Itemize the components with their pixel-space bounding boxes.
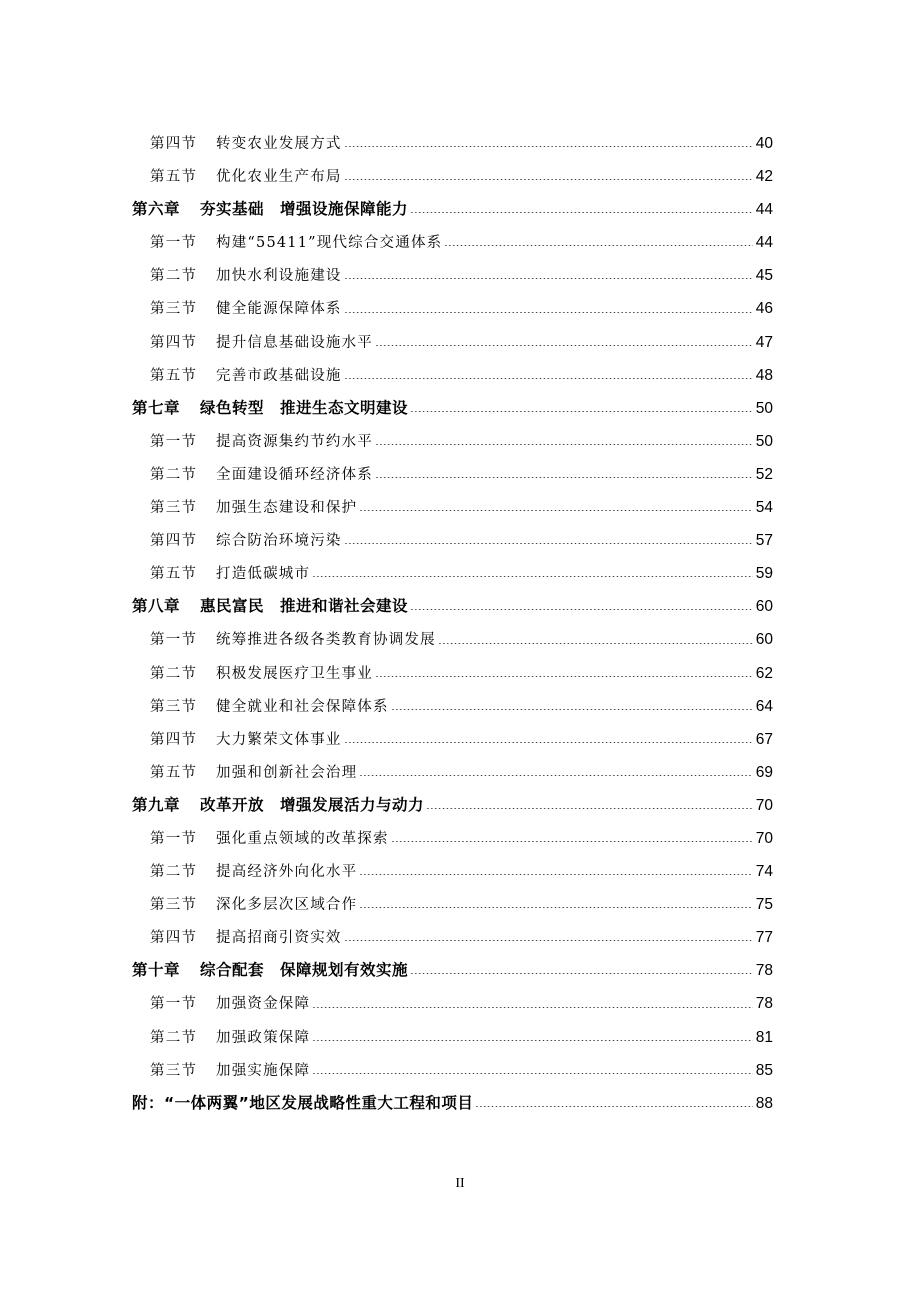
toc-section-entry[interactable]	[132, 921, 773, 954]
toc-entry-number: 第十章	[132, 961, 181, 980]
toc-entry-number: 第一节	[150, 235, 198, 252]
toc-entry-title: 加快水利设施建设	[216, 268, 342, 285]
toc-chapter-entry[interactable]	[132, 590, 773, 623]
toc-entry-page-number: 50	[755, 399, 773, 417]
toc-entry-number: 第二节	[150, 864, 198, 881]
dot-leader	[375, 676, 753, 677]
toc-entry-title: 转变农业发展方式	[216, 136, 342, 152]
dot-leader	[410, 609, 753, 610]
toc-chapter-title-part-a: 绿色转型	[200, 398, 265, 417]
toc-section-entry[interactable]	[132, 657, 773, 690]
toc-entry-number: 第五节	[150, 169, 198, 186]
toc-entry-page-number: 81	[755, 1028, 773, 1046]
toc-entry-number: 第一节	[150, 996, 198, 1013]
toc-section-entry[interactable]	[132, 458, 773, 491]
toc-section-entry[interactable]	[132, 160, 773, 193]
toc-section-entry[interactable]	[132, 557, 773, 590]
dot-leader	[312, 1040, 753, 1041]
dot-leader	[359, 510, 753, 511]
toc-entry-title: 全面建设循环经济体系	[216, 466, 373, 483]
toc-entry-page-number: 48	[755, 366, 773, 384]
toc-entry-page-number: 44	[755, 201, 773, 219]
toc-entry-title: 优化农业生产布局	[216, 169, 342, 186]
toc-chapter-entry[interactable]	[132, 193, 773, 226]
dot-leader	[344, 543, 753, 544]
toc-entry-page-number: 85	[755, 1061, 773, 1079]
toc-entry-number: 第二节	[150, 1029, 198, 1046]
toc-section-entry[interactable]	[132, 690, 773, 723]
toc-section-entry[interactable]	[132, 326, 773, 359]
toc-chapter-entry[interactable]	[132, 789, 773, 822]
toc-entry-number: 第三节	[150, 897, 198, 914]
toc-chapter-title-part-b: 增强设施保障能力	[280, 200, 409, 219]
toc-section-entry[interactable]	[132, 1021, 773, 1054]
toc-entry-page-number: 50	[755, 432, 773, 450]
toc-section-entry[interactable]	[132, 888, 773, 921]
toc-section-entry[interactable]	[132, 1054, 773, 1087]
dot-leader	[312, 1007, 753, 1008]
toc-section-entry[interactable]	[132, 359, 773, 392]
dot-leader	[375, 444, 753, 445]
toc-entry-title: 完善市政基础设施	[216, 367, 342, 384]
toc-section-entry[interactable]	[132, 855, 773, 888]
dot-leader	[444, 245, 753, 246]
dot-leader	[391, 841, 753, 842]
toc-appendix-entry[interactable]	[132, 1087, 773, 1120]
toc-entry-title: 综合防治环境污染	[216, 533, 342, 550]
toc-entry-title: 加强政策保障	[216, 1029, 311, 1046]
toc-entry-page-number: 59	[755, 565, 773, 583]
toc-section-entry[interactable]	[132, 127, 773, 160]
dot-leader	[344, 378, 753, 379]
dot-leader	[410, 212, 753, 213]
toc-entry-number: 第四节	[150, 930, 198, 947]
toc-entry-number: 第一节	[150, 830, 198, 847]
toc-entry-number: 第一节	[150, 632, 198, 649]
toc-chapter-title-part-b: 保障规划有效实施	[280, 961, 409, 980]
toc-chapter-title-part-a: 综合配套	[200, 961, 265, 980]
toc-section-entry[interactable]	[132, 292, 773, 325]
toc-entry-page-number: 57	[755, 532, 773, 550]
toc-entry-number: 第四节	[150, 533, 198, 550]
toc-entry-page-number: 44	[755, 234, 773, 252]
toc-chapter-title-part-a: 惠民富民	[200, 597, 265, 616]
toc-entry-page-number: 45	[755, 267, 773, 285]
toc-entry-number: 第九章	[132, 795, 181, 814]
toc-entry-page-number: 78	[755, 962, 773, 980]
toc-entry-number: 第五节	[150, 367, 198, 384]
page-number-footer: II	[455, 1176, 465, 1191]
dot-leader	[344, 146, 753, 147]
toc-entry-title: 统筹推进各级各类教育协调发展	[216, 632, 436, 649]
dot-leader	[438, 643, 753, 644]
toc-entry-number: 第二节	[150, 268, 198, 285]
toc-entry-title: 附：“一体两翼”地区发展战略性重大工程和项目	[132, 1093, 474, 1112]
toc-entry-number: 第七章	[132, 398, 181, 417]
toc-entry-title: 强化重点领域的改革探索	[216, 830, 389, 847]
dot-leader	[375, 477, 753, 478]
toc-entry-number: 第三节	[150, 500, 198, 517]
toc-entry-page-number: 78	[755, 995, 773, 1013]
dot-leader	[391, 709, 753, 710]
toc-entry-title: 提高招商引资实效	[216, 930, 342, 947]
toc-entry-page-number: 52	[755, 465, 773, 483]
toc-entry-page-number: 46	[755, 300, 773, 318]
toc-entry-number: 第一节	[150, 433, 198, 450]
toc-entry-title: 积极发展医疗卫生事业	[216, 665, 373, 682]
toc-chapter-title-part-a: 改革开放	[200, 795, 265, 814]
toc-chapter-title-part-b: 增强发展活力与动力	[280, 795, 425, 814]
toc-entry-number: 第五节	[150, 764, 198, 781]
dot-leader	[359, 874, 753, 875]
toc-entry-title: 深化多层次区域合作	[216, 897, 358, 914]
dot-leader	[426, 808, 753, 809]
toc-section-entry[interactable]	[132, 491, 773, 524]
toc-entry-number: 第三节	[150, 301, 198, 318]
toc-entry-page-number: 77	[755, 929, 773, 947]
toc-entry-title: 加强资金保障	[216, 996, 311, 1013]
toc-entry-page-number: 88	[755, 1094, 773, 1112]
dot-leader	[312, 1073, 753, 1074]
toc-entry-number: 第二节	[150, 665, 198, 682]
dot-leader	[344, 742, 753, 743]
toc-section-entry[interactable]	[132, 756, 773, 789]
toc-entry-page-number: 75	[755, 896, 773, 914]
toc-section-entry[interactable]	[132, 723, 773, 756]
toc-entry-page-number: 62	[755, 664, 773, 682]
toc-entry-number: 第四节	[150, 136, 198, 152]
toc-section-entry[interactable]	[132, 425, 773, 458]
dot-leader	[359, 775, 753, 776]
toc-entry-number: 第四节	[150, 334, 198, 351]
toc-entry-title: 健全就业和社会保障体系	[216, 698, 389, 715]
toc-entry-title: 提高经济外向化水平	[216, 864, 358, 881]
toc-entry-title: 加强和创新社会治理	[216, 764, 358, 781]
toc-entry-title: 构建“55411”现代综合交通体系	[216, 235, 443, 252]
toc-entry-page-number: 64	[755, 697, 773, 715]
toc-entry-title: 加强实施保障	[216, 1062, 311, 1079]
dot-leader	[410, 411, 753, 412]
toc-section-entry[interactable]	[132, 226, 773, 259]
toc-entry-page-number: 70	[755, 796, 773, 814]
dot-leader	[344, 179, 753, 180]
toc-entry-page-number: 70	[755, 829, 773, 847]
toc-entry-page-number: 69	[755, 763, 773, 781]
toc-chapter-entry[interactable]	[132, 954, 773, 987]
toc-section-entry[interactable]	[132, 524, 773, 557]
toc-chapter-title-part-b: 推进生态文明建设	[280, 398, 409, 417]
toc-entry-page-number: 42	[755, 168, 773, 186]
toc-entry-title: 大力繁荣文体事业	[216, 731, 342, 748]
toc-chapter-title-part-a: 夯实基础	[200, 200, 265, 219]
toc-entry-title: 打造低碳城市	[216, 566, 311, 583]
toc-section-entry[interactable]	[132, 623, 773, 656]
toc-entry-title: 加强生态建设和保护	[216, 500, 358, 517]
toc-entry-title: 提升信息基础设施水平	[216, 334, 373, 351]
toc-entry-page-number: 67	[755, 730, 773, 748]
toc-entry-page-number: 54	[755, 499, 773, 517]
dot-leader	[312, 576, 753, 577]
toc-entry-number: 第五节	[150, 566, 198, 583]
toc-entry-page-number: 60	[755, 598, 773, 616]
toc-entry-number: 第六章	[132, 200, 181, 219]
toc-section-entry[interactable]	[132, 987, 773, 1020]
dot-leader	[410, 973, 753, 974]
toc-entry-number: 第四节	[150, 731, 198, 748]
dot-leader	[359, 907, 753, 908]
toc-entry-number: 第三节	[150, 698, 198, 715]
table-of-contents	[132, 127, 773, 1120]
dot-leader	[475, 1106, 753, 1107]
toc-entry-page-number: 74	[755, 863, 773, 881]
dot-leader	[344, 312, 753, 313]
toc-entry-number: 第三节	[150, 1062, 198, 1079]
toc-section-entry[interactable]	[132, 259, 773, 292]
toc-entry-page-number: 40	[755, 135, 773, 152]
dot-leader	[375, 345, 753, 346]
toc-chapter-title-part-b: 推进和谐社会建设	[280, 597, 409, 616]
toc-chapter-entry[interactable]	[132, 392, 773, 425]
dot-leader	[344, 940, 753, 941]
dot-leader	[344, 278, 753, 279]
toc-entry-page-number: 47	[755, 333, 773, 351]
toc-section-entry[interactable]	[132, 822, 773, 855]
toc-entry-title: 提高资源集约节约水平	[216, 433, 373, 450]
toc-entry-number: 第八章	[132, 597, 181, 616]
toc-entry-title: 健全能源保障体系	[216, 301, 342, 318]
toc-entry-number: 第二节	[150, 466, 198, 483]
toc-entry-page-number: 60	[755, 631, 773, 649]
